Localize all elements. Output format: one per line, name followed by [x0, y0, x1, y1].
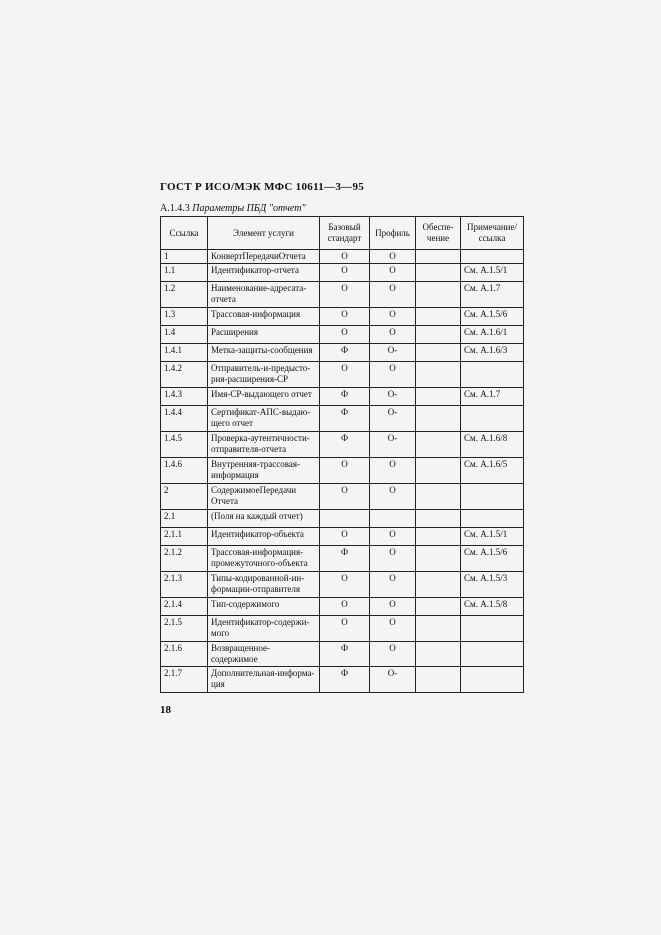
cell-base: О [320, 250, 370, 264]
table-row [161, 406, 524, 432]
cell-element: Идентификатор-отчета [208, 264, 320, 282]
cell-note: См. А.1.6/1 [461, 326, 524, 344]
cell-support [416, 510, 461, 528]
cell-support [416, 667, 461, 693]
cell-profile: О [370, 616, 416, 642]
table-row [161, 344, 524, 362]
table-row [161, 484, 524, 510]
cell-profile: О [370, 264, 416, 282]
table-row [161, 510, 524, 528]
cell-profile: О [370, 362, 416, 388]
cell-note [461, 250, 524, 264]
cell-note [461, 616, 524, 642]
table-body [161, 250, 524, 693]
cell-profile: О [370, 572, 416, 598]
cell-element: Идентификатор-объекта [208, 528, 320, 546]
cell-base [320, 510, 370, 528]
cell-support [416, 250, 461, 264]
cell-element: Сертификат-АПС-выдаю-щего отчет [208, 406, 320, 432]
cell-note [461, 484, 524, 510]
table-row [161, 616, 524, 642]
cell-note [461, 362, 524, 388]
cell-base: О [320, 598, 370, 616]
cell-note: См. А.1.6/3 [461, 344, 524, 362]
cell-support [416, 458, 461, 484]
cell-profile: О [370, 598, 416, 616]
caption-number: A.1.4.3 [160, 203, 190, 214]
cell-base: О [320, 308, 370, 326]
cell-profile: О [370, 484, 416, 510]
cell-element: Тип-содержимого [208, 598, 320, 616]
cell-profile: О [370, 546, 416, 572]
cell-element: Проверка-аутентичности-отправителя-отчета [208, 432, 320, 458]
cell-support [416, 598, 461, 616]
table-row [161, 326, 524, 344]
cell-note: См. А.1.5/8 [461, 598, 524, 616]
cell-note: См. А.1.6/5 [461, 458, 524, 484]
page-number: 18 [160, 704, 171, 716]
table-row [161, 642, 524, 667]
cell-ref: 2 [161, 484, 208, 510]
cell-support [416, 406, 461, 432]
cell-profile [370, 510, 416, 528]
cell-ref: 1.4.5 [161, 432, 208, 458]
header-base: Базовый стандарт [320, 217, 370, 250]
cell-support [416, 282, 461, 308]
cell-ref: 1 [161, 250, 208, 264]
cell-ref: 2.1.5 [161, 616, 208, 642]
cell-note: См. А.1.5/1 [461, 528, 524, 546]
cell-element: Расширения [208, 326, 320, 344]
table-row [161, 264, 524, 282]
cell-base: О [320, 264, 370, 282]
cell-element: Отправитель-и-предысто-рия-расширения-СР [208, 362, 320, 388]
cell-base: О [320, 326, 370, 344]
header-ref: Ссылка [161, 217, 208, 250]
cell-profile: О- [370, 432, 416, 458]
cell-element: Возвращенное-содержимое [208, 642, 320, 667]
cell-note: См. А.1.6/8 [461, 432, 524, 458]
cell-profile: О [370, 308, 416, 326]
cell-support [416, 388, 461, 406]
cell-element: (Поля на каждый отчет) [208, 510, 320, 528]
cell-base: Ф [320, 344, 370, 362]
cell-note: См. А.1.7 [461, 282, 524, 308]
cell-support [416, 572, 461, 598]
table-row [161, 458, 524, 484]
cell-profile: О [370, 250, 416, 264]
cell-profile: О [370, 528, 416, 546]
cell-element: Метка-защиты-сообщения [208, 344, 320, 362]
cell-support [416, 616, 461, 642]
table-row [161, 250, 524, 264]
table-row [161, 388, 524, 406]
cell-ref: 1.2 [161, 282, 208, 308]
cell-element: КонвертПередачиОтчета [208, 250, 320, 264]
cell-base: Ф [320, 546, 370, 572]
table-row [161, 432, 524, 458]
cell-note [461, 510, 524, 528]
cell-ref: 1.4.4 [161, 406, 208, 432]
cell-note: См. А.1.5/6 [461, 308, 524, 326]
cell-profile: О- [370, 406, 416, 432]
cell-element: Имя-СР-выдающего отчет [208, 388, 320, 406]
cell-ref: 2.1.6 [161, 642, 208, 667]
cell-note [461, 642, 524, 667]
cell-element: Трассовая-информация-промежуточного-объекта [208, 546, 320, 572]
cell-support [416, 326, 461, 344]
cell-base: Ф [320, 667, 370, 693]
cell-note: См. А.1.7 [461, 388, 524, 406]
cell-base: О [320, 282, 370, 308]
parameters-table [160, 216, 524, 693]
cell-support [416, 546, 461, 572]
cell-profile: О [370, 458, 416, 484]
cell-element: Наименование-адресата-отчета [208, 282, 320, 308]
cell-base: О [320, 458, 370, 484]
header-note: Примечание/ ссылка [461, 217, 524, 250]
cell-base: Ф [320, 406, 370, 432]
cell-ref: 1.4.3 [161, 388, 208, 406]
cell-profile: О- [370, 667, 416, 693]
header-element: Элемент услуги [208, 217, 320, 250]
cell-note: См. А.1.5/1 [461, 264, 524, 282]
cell-element: Типы-кодированной-ин-формации-отправителя [208, 572, 320, 598]
cell-element: Дополнительная-информа-ция [208, 667, 320, 693]
cell-profile: О- [370, 344, 416, 362]
cell-base: О [320, 484, 370, 510]
header-profile: Профиль [370, 217, 416, 250]
document-header: ГОСТ Р ИСО/МЭК МФС 10611—3—95 [160, 181, 365, 193]
cell-ref: 1.4 [161, 326, 208, 344]
cell-ref: 2.1.3 [161, 572, 208, 598]
cell-ref: 1.4.6 [161, 458, 208, 484]
cell-profile: О- [370, 388, 416, 406]
cell-support [416, 308, 461, 326]
cell-profile: О [370, 282, 416, 308]
table-row [161, 308, 524, 326]
cell-support [416, 528, 461, 546]
cell-element: Идентификатор-содержи-мого [208, 616, 320, 642]
cell-note: См. А.1.5/3 [461, 572, 524, 598]
header-support: Обеспе-чение [416, 217, 461, 250]
cell-base: Ф [320, 432, 370, 458]
cell-ref: 1.4.2 [161, 362, 208, 388]
cell-base: Ф [320, 388, 370, 406]
cell-profile: О [370, 326, 416, 344]
table-row [161, 282, 524, 308]
cell-base: О [320, 572, 370, 598]
cell-note [461, 667, 524, 693]
table-row [161, 572, 524, 598]
cell-support [416, 344, 461, 362]
cell-ref: 2.1.4 [161, 598, 208, 616]
table-header-row [161, 217, 524, 250]
cell-ref: 2.1.1 [161, 528, 208, 546]
cell-note [461, 406, 524, 432]
cell-element: СодержимоеПередачи Отчета [208, 484, 320, 510]
table-row [161, 362, 524, 388]
cell-support [416, 432, 461, 458]
table-row [161, 528, 524, 546]
cell-support [416, 642, 461, 667]
cell-ref: 2.1.2 [161, 546, 208, 572]
cell-base: Ф [320, 642, 370, 667]
table-row [161, 546, 524, 572]
table-row [161, 598, 524, 616]
cell-ref: 2.1.7 [161, 667, 208, 693]
cell-support [416, 484, 461, 510]
cell-base: О [320, 528, 370, 546]
cell-support [416, 362, 461, 388]
cell-ref: 2.1 [161, 510, 208, 528]
cell-ref: 1.4.1 [161, 344, 208, 362]
cell-ref: 1.3 [161, 308, 208, 326]
cell-profile: О [370, 642, 416, 667]
table-caption [160, 203, 306, 214]
caption-title: Параметры ПБД "отчет" [192, 203, 306, 214]
cell-support [416, 264, 461, 282]
cell-ref: 1.1 [161, 264, 208, 282]
cell-base: О [320, 362, 370, 388]
cell-element: Внутренняя-трассовая-информация [208, 458, 320, 484]
cell-base: О [320, 616, 370, 642]
cell-element: Трассовая-информация [208, 308, 320, 326]
table-row [161, 667, 524, 693]
cell-note: См. А.1.5/6 [461, 546, 524, 572]
